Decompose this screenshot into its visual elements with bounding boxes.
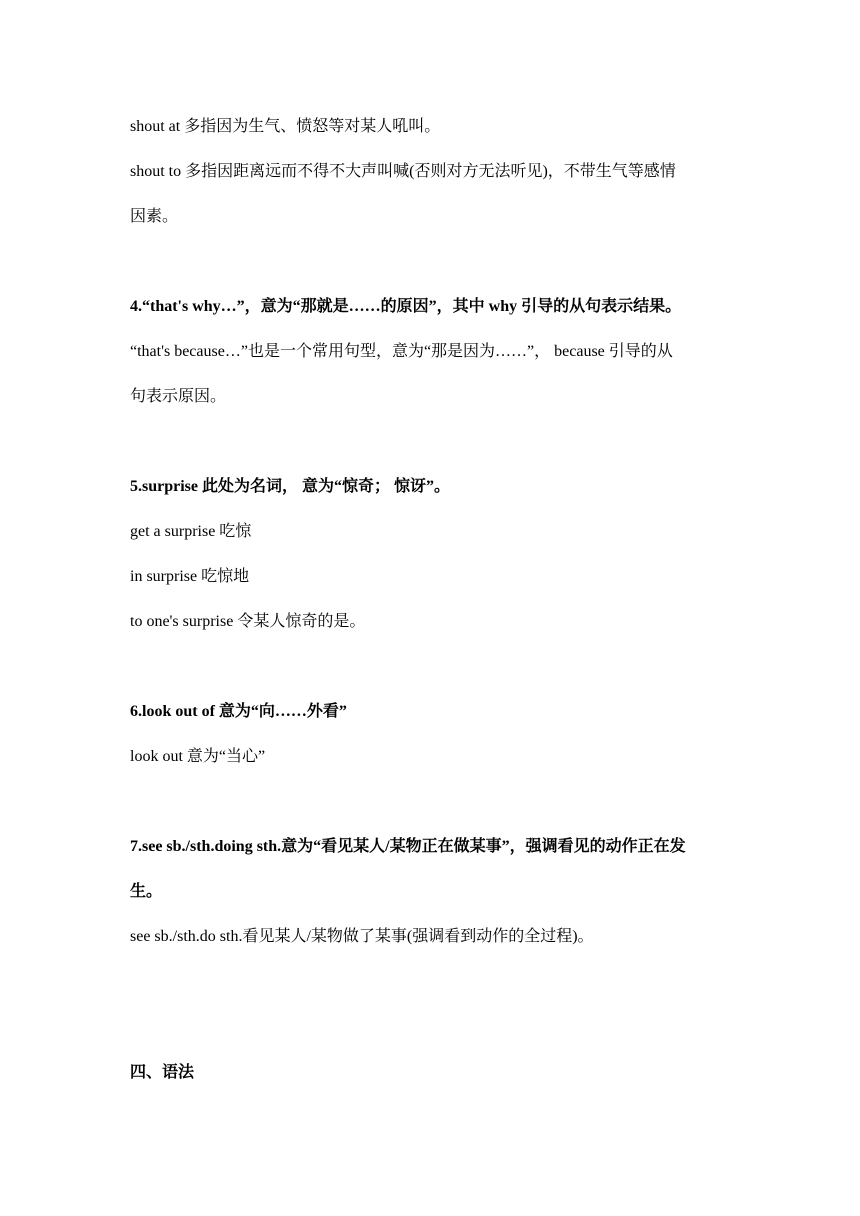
- heading-item-4: 4.“that's why…”，意为“那就是……的原因”，其中 why 引导的从句表示结果。: [130, 298, 682, 315]
- heading-item-5: 5.surprise 此处为名词， 意为“惊奇； 惊讶”。: [130, 478, 451, 495]
- text-line-look-out: look out 意为“当心”: [130, 748, 266, 765]
- text-line-shout-to-cont: 因素。: [130, 208, 179, 225]
- text-line-thats-because-cont: 句表示原因。: [130, 388, 227, 405]
- text-line-get-a-surprise: get a surprise 吃惊: [130, 523, 252, 540]
- text-line-thats-because: “that's because…”也是一个常用句型，意为“那是因为……”， because 引导的从: [130, 343, 673, 360]
- section-heading-grammar: 四、语法: [130, 1064, 195, 1081]
- heading-item-7-cont: 生。: [130, 883, 163, 900]
- text-line-shout-to: shout to 多指因距离远而不得不大声叫喊(否则对方无法听见)，不带生气等感情: [130, 163, 676, 180]
- text-line-to-ones-surprise: to one's surprise 令某人惊奇的是。: [130, 613, 366, 630]
- text-line-shout-at: shout at 多指因为生气、愤怒等对某人吼叫。: [130, 118, 441, 135]
- heading-item-6: 6.look out of 意为“向……外看”: [130, 703, 347, 720]
- heading-item-7: 7.see sb./sth.doing sth.意为“看见某人/某物正在做某事”，强调看见的动作正在发: [130, 838, 686, 855]
- text-line-in-surprise: in surprise 吃惊地: [130, 568, 250, 585]
- text-line-see-do: see sb./sth.do sth.看见某人/某物做了某事(强调看到动作的全过程)。: [130, 928, 594, 945]
